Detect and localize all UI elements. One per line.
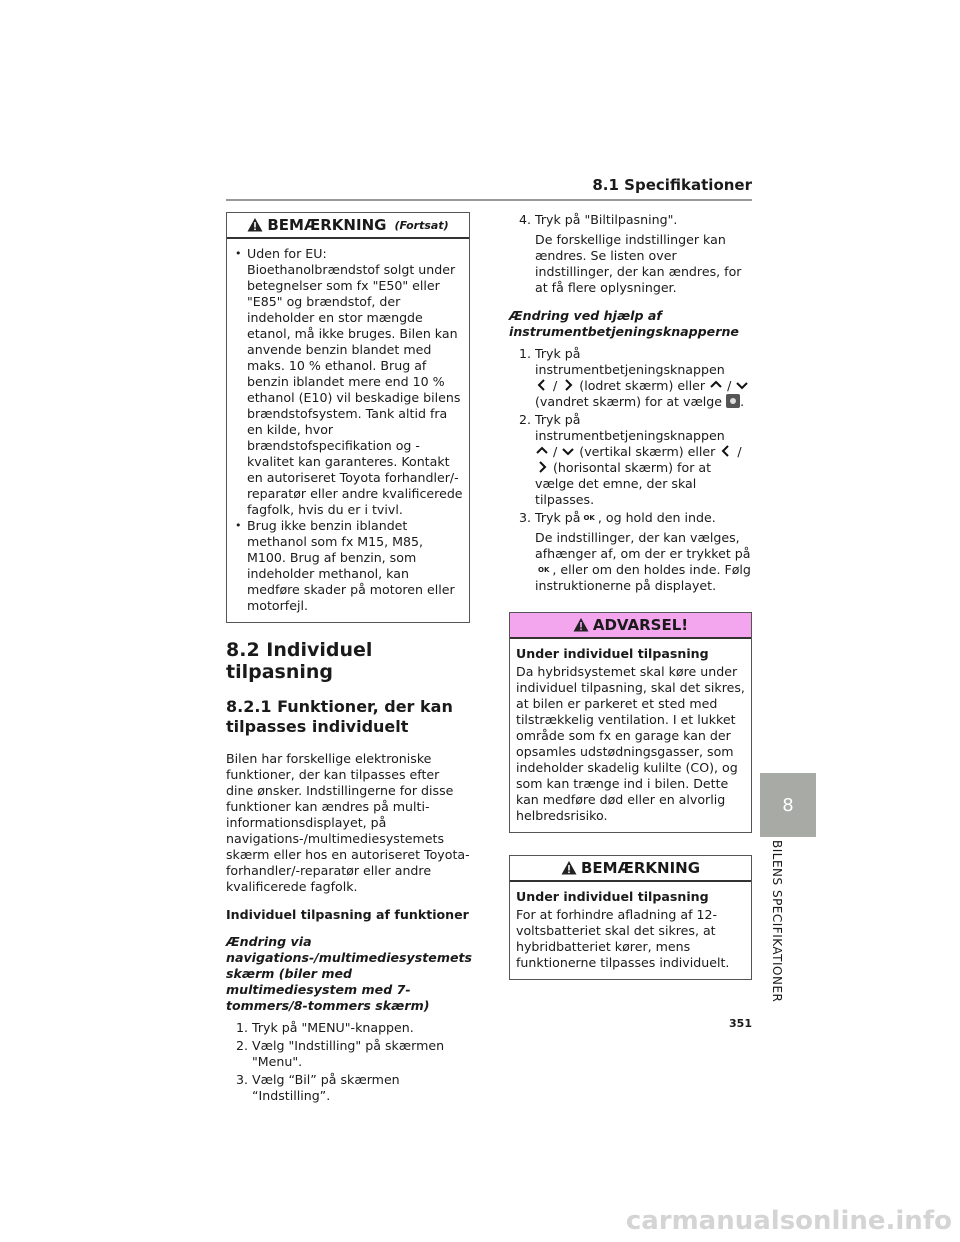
chevron-down-icon	[735, 378, 749, 392]
chevron-left-icon	[719, 444, 733, 458]
settings-icon	[726, 394, 740, 408]
step3-description: De indstillinger, der kan vælges, afhænger af, om der er trykket påOK , eller om den holdes inde. Følg instruktionerne på displayet.	[535, 530, 751, 593]
chapter-number: 8	[782, 794, 794, 816]
nav-step: 1. Tryk på "MENU"-knappen.	[236, 1020, 414, 1035]
nav-heading: Ændring via navigations-/multimediesystemets skærm (biler med multimediesystem med 7-tommers/8-tommers skærm)	[226, 934, 473, 1013]
warning-header	[510, 613, 751, 639]
note-continued-box	[226, 212, 470, 623]
ok-button-icon: OK	[538, 566, 550, 574]
note-heading: Under individuel tilpasning	[516, 889, 709, 904]
chevron-up-icon	[535, 444, 549, 458]
section-header: 8.1 Specifikationer	[592, 176, 752, 194]
warning-text: Da hybridsystemet skal køre under individuel tilpasning, skal det sikres, at bilen er parkeret et sted med tilstrækkelig ventilation. I et lukket område som fx en garage kan der opsamles udstødningsgasser, som indeholder skadelig kulilte (CO), og som kan trænge ind i bilen. Dette kan medføre død eller en alvorlig helbredsrisiko.	[516, 664, 745, 823]
note-header	[510, 856, 751, 882]
page-number: 351	[729, 1017, 752, 1030]
instrument-step-2: 2. Tryk på instrumentbetjeningsknappen / (vertikal skærm) eller / (horisontal skærm) for at vælge det emne, der skal tilpasses.	[519, 412, 742, 507]
instrument-step-1: 1. Tryk på instrumentbetjeningsknappen / (lodret skærm) eller / (vandret skærm) for at vælge .	[509, 346, 752, 410]
chevron-right-icon	[561, 378, 575, 392]
instrument-heading: Ændring ved hjælp af instrumentbetjeningsknapperne	[509, 308, 739, 339]
nav-step: 3. Vælg “Bil” på skærmen “Indstilling”.	[236, 1072, 400, 1103]
chapter-tab	[760, 773, 816, 837]
left-column	[226, 212, 473, 1106]
section-title: 8.2 Individuel tilpasning	[226, 639, 373, 683]
step4-description: De forskellige indstillinger kan ændres. Se listen over indstillinger, der kan ændres, for at få flere oplysninger.	[535, 232, 742, 295]
warning-triangle-icon	[561, 860, 577, 876]
nav-step: 2. Vælg "Indstilling" på skærmen "Menu".	[236, 1038, 445, 1069]
right-column	[509, 212, 752, 980]
chevron-down-icon	[561, 444, 575, 458]
note-continued-header	[227, 213, 469, 239]
chevron-right-icon	[535, 460, 549, 474]
functions-heading: Individuel tilpasning af funktioner	[226, 907, 469, 922]
note-continued-title: BEMÆRKNING	[267, 216, 387, 234]
warning-heading: Under individuel tilpasning	[516, 646, 709, 661]
intro-paragraph: Bilen har forskellige elektroniske funktioner, der kan tilpasses efter dine ønsker. Indstillingerne for disse funktioner kan ændres på multi-informationsdisplayet, på navigations-/multimediesystemets skærm eller hos en autoriseret Toyota-forhandler/-reparatør eller andre kvalificerede fagfolk.	[226, 751, 470, 894]
note-body	[510, 882, 751, 979]
note-box	[509, 855, 752, 980]
chapter-label: BILENS SPECIFIKATIONER	[770, 840, 784, 1003]
instrument-step-3: 3. Tryk på OK , og hold den inde.	[519, 510, 716, 525]
ok-button-icon: OK	[583, 514, 595, 522]
warning-triangle-icon	[573, 617, 589, 633]
chevron-left-icon	[535, 378, 549, 392]
warning-triangle-icon	[247, 217, 263, 233]
note-continued-body	[227, 239, 469, 622]
note-text: For at forhindre afladning af 12-voltsbatteriet skal det sikres, at hybridbatteriet kører, mens funktionerne tilpasses individuelt.	[516, 907, 730, 970]
warning-title: ADVARSEL!	[592, 616, 689, 634]
nav-step: 4. Tryk på "Biltilpasning".	[519, 212, 678, 227]
header-rule	[226, 199, 752, 201]
warning-box	[509, 612, 752, 833]
watermark: carmanualsonline.info	[625, 1206, 952, 1236]
chevron-up-icon	[709, 378, 723, 392]
subsection-title: 8.2.1 Funktioner, der kan tilpasses individuelt	[226, 697, 453, 736]
note-bullet: • Brug ikke benzin iblandet methanol som fx M15, M85, M100. Brug af benzin, som indeholder methanol, kan medføre skader på motoren eller motorfejl.	[247, 518, 463, 614]
note-continued-suffix: (Fortsat)	[394, 218, 449, 232]
warning-body	[510, 639, 751, 832]
note-bullet: • Uden for EU: Bioethanolbrændstof solgt under betegnelser som fx "E50" eller "E85" og brændstof, der indeholder en stor mængde etanol, må ikke bruges. Bilen kan anvende benzin blandet med maks. 10 % ethanol. Brug af benzin iblandet mere end 10 % ethanol (E10) vil beskadige bilens brændstofsystem. Tank altid fra en kilde, hvor brændstofspecifikation og -kvalitet kan garanteres. Kontakt en autoriseret Toyota forhandler/-reparatør eller andre kvalificerede fagfolk, hvis du er i tvivl.	[247, 246, 463, 518]
note-title: BEMÆRKNING	[580, 859, 701, 877]
